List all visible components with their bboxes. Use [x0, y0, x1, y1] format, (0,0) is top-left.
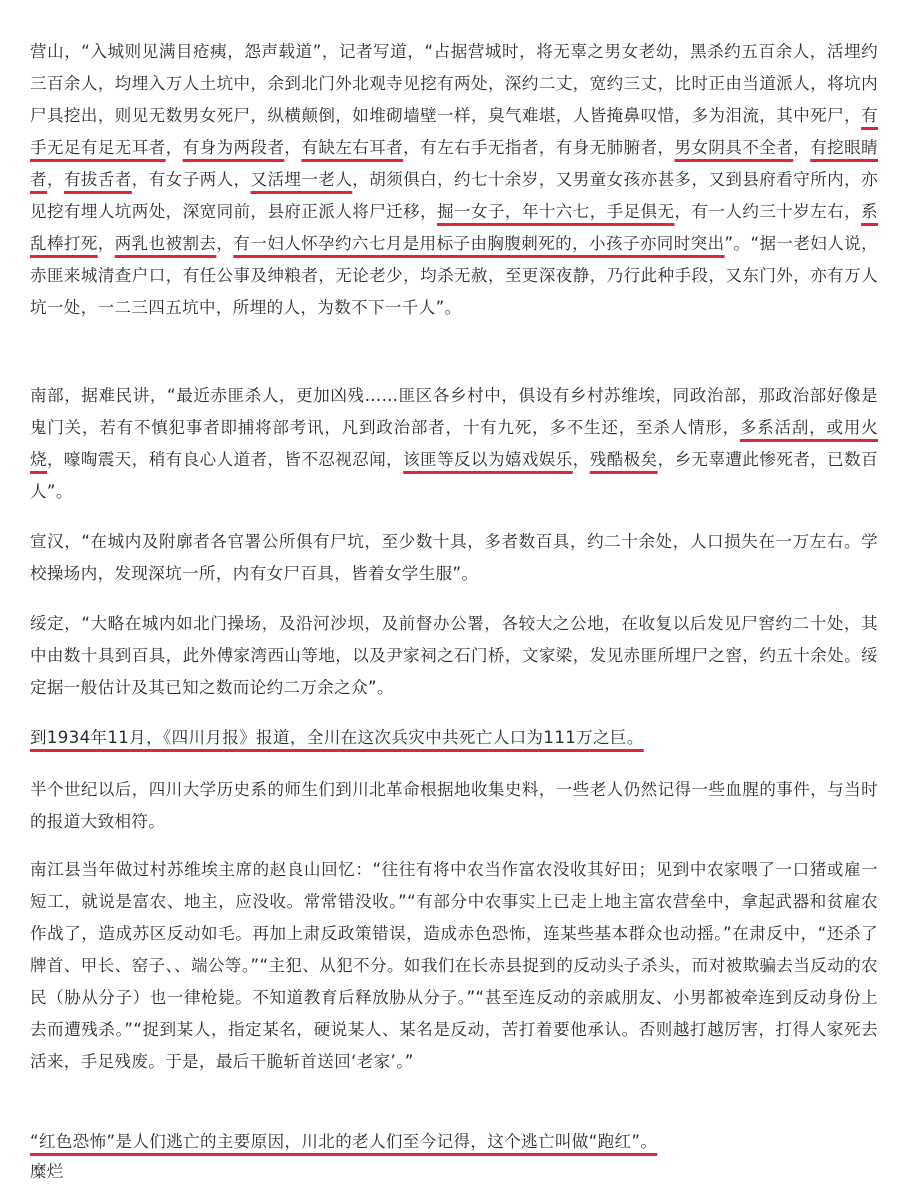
highlighted-text: 有手无足有足无耳者 — [30, 106, 878, 157]
text-segment: ，嚎啕震天，稍有良心人道者，皆不忍视忍闻， — [46, 450, 404, 469]
highlighted-text: 有一妇人怀孕约六七月是用标子由胸腹刺死的，小孩子亦同时突出 — [233, 234, 725, 253]
text-segment: ， — [793, 138, 811, 157]
text-segment: 宣汉，“在城内及附廓者各官署公所俱有尸坑，至少数十具，多者数百具，约二十余处，人口损失在一万左右。学校操场内，发现深坑一所，内有女尸百具，皆着女学生服”。 — [30, 532, 878, 583]
text-segment: 南江县当年做过村苏维埃主席的赵良山回忆：“往往有将中农当作富农没收其好田；见到中农家喂了一口猪或雇一短工，就说是富农、地主，应没收。常常错没收。”“有部分中农事实上已走上地主富农营垒中，拿起武器和贫雇农作战了，造成苏区反动如毛。再加上肃反政策错误，造成赤色恐怖，连某些基本群众也动摇。”在肃反中，“还杀了牌首、甲长、窑子、、端公等。”“主犯、从犯不分。如我们在长赤县捉到的反动头子杀头，而对被欺骗去当反动的农民（胁从分子）也一律枪毙。不知道教育后释放胁从分子。”“甚至连反动的亲戚朋友、小男都被牵连到反动身份上去而遭残杀。”“捉到某人，指定某名，硬说某人、某名是反动，苦打着要他承认。否则越打越厉害，打得人家死去活来，手足残废。于是，最后干脆斩首送回‘老家’。” — [30, 860, 878, 1071]
paragraph-yingshan — [30, 36, 878, 324]
section-heading-milan — [30, 1156, 878, 1188]
highlighted-text: 掘一女子，年十六七，手足俱无 — [437, 202, 675, 221]
text-segment: 南部，据难民讲，“最近赤匪杀人，更加凶残……匪区各乡村中，俱设有乡村苏维埃，同政治部，那政治部好像是鬼门关，若有不慎犯事者即捕将部考讯，凡到政治部者，十有九死，多不生还，至杀人情形， — [30, 386, 878, 437]
text-segment: ， — [216, 234, 234, 253]
text-segment: ，有一人约三十岁左右， — [674, 202, 862, 221]
highlighted-text: “红色恐怖”是人们逃亡的主要原因，川北的老人们至今记得，这个逃亡叫做“跑红”。 — [30, 1132, 658, 1151]
paragraph-nanjiang-recollection — [30, 854, 878, 1078]
highlighted-text: 两乳也被割去 — [114, 234, 217, 253]
highlighted-text: 又活埋一老人 — [250, 170, 353, 189]
highlighted-text: 男女阴具不全者 — [674, 138, 794, 157]
text-segment: ， — [97, 234, 115, 253]
text-segment: ， — [165, 138, 183, 157]
text-segment: 半个世纪以后，四川大学历史系的师生们到川北革命根据地收集史料，一些老人仍然记得一些血腥的事件，与当时的报道大致相符。 — [30, 780, 878, 831]
text-segment: ，乡无辜遭此惨死者，已数百人”。 — [30, 450, 879, 501]
highlighted-text: 有挖眼睛者 — [30, 138, 878, 189]
text-segment: ，有左右手无指者，有身无肺腑者， — [403, 138, 675, 157]
text-segment: ，有女子两人， — [131, 170, 251, 189]
text-segment: ， — [284, 138, 302, 157]
highlighted-text: 到1934年11月，《四川月报》报道，全川在这次兵灾中共死亡人口为111万之巨。 — [30, 728, 644, 747]
paragraph-half-century-later — [30, 774, 878, 838]
text-segment: 营山，“入城则见满目疮痍，怨声载道”，记者写道，“占据营城时，将无辜之男女老幼，黑杀约五百余人，活埋约三百余人，均埋入万人土坑中，余到北门外北观寺见挖有两处，深约二丈，宽约三丈，比时正由当道派人，将坑内尸具挖出，则见无数男女死尸，纵横颠倒，如堆砌墙壁一样，臭气难堪，人皆掩鼻叹惜，多为泪流，其中死尸， — [30, 42, 878, 125]
highlighted-text: 有拔舌者 — [63, 170, 132, 189]
highlighted-text: 残酷极矣 — [589, 450, 658, 469]
paragraph-nanbu — [30, 380, 878, 508]
paragraph-xuanhan — [30, 526, 878, 590]
highlighted-text: 有缺左右耳者 — [301, 138, 404, 157]
paragraph-suiding — [30, 608, 878, 704]
text-segment: ， — [572, 450, 590, 469]
text-segment: 绥定，“大略在城内如北门操场，及沿河沙坝，及前督办公署，各较大之公地，在收复以后发见尸窖约二十处，其中由数十具到百具，此外傅家湾西山等地，以及尹家祠之石门桥，文家梁，发见赤匪所埋尸之窖，约五十余处。绥定据一般估计及其已知之数而论约二万余之众”。 — [30, 614, 878, 697]
text-segment: ，胡须俱白，约七十余岁，又男童女孩亦甚多，又到县府看守所内，亦见挖有埋人坑两处，深宽同前，县府正派人将尸迁移， — [30, 170, 878, 221]
text-segment: ， — [46, 170, 64, 189]
paragraph-sichuan-monthly — [30, 722, 878, 754]
highlighted-text: 多系活刮，或用火烧 — [30, 418, 878, 469]
highlighted-text: 有身为两段者 — [182, 138, 285, 157]
highlighted-text: 系乱棒打死 — [30, 202, 878, 253]
text-segment: 糜烂 — [30, 1162, 64, 1181]
highlighted-text: 该匪等反以为嬉戏娱乐 — [403, 450, 573, 469]
text-segment: ”。“据一老妇人说，赤匪来城清查户口，有任公事及绅粮者，无论老少，均杀无赦，至更深夜静，乃行此种手段，又东门外，亦有万人坑一处，一二三四五坑中，所埋的人，为数不下一千人”。 — [30, 234, 878, 317]
paragraph-red-terror — [30, 1126, 878, 1158]
